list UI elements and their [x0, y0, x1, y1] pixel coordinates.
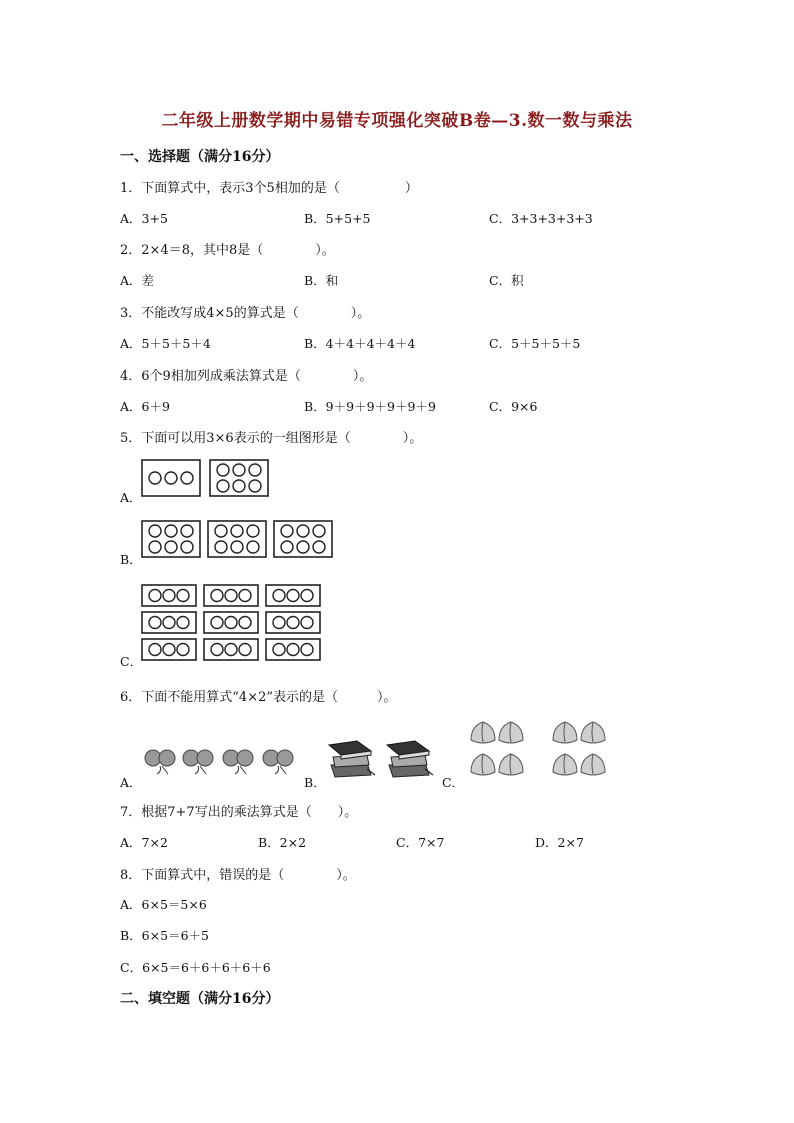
q8-option-b[interactable]: B．6×5＝6＋5	[120, 928, 209, 943]
q2-option-b[interactable]: B．和	[304, 273, 339, 288]
question-4: 4．6个9相加列成乘法算式是（ ）。	[120, 369, 373, 384]
q6-option-a[interactable]: A．	[120, 775, 142, 790]
q5-option-a[interactable]: A．	[120, 490, 142, 505]
q5-figure-c[interactable]	[141, 584, 331, 664]
q5-figure-b[interactable]	[141, 520, 341, 560]
q6-figure-c-peaches[interactable]	[469, 720, 614, 784]
question-3: 3．不能改写成4×5的算式是（ ）。	[120, 306, 371, 321]
q4-option-c[interactable]: C．9×6	[489, 399, 538, 414]
page-title: 二年级上册数学期中易错专项强化突破B卷—3.数一数与乘法	[161, 111, 633, 131]
q5-figure-a[interactable]	[141, 459, 281, 499]
q2-option-c[interactable]: C．积	[489, 273, 524, 288]
question-6: 6．下面不能用算式“4×2”表示的是（ ）。	[120, 690, 397, 705]
q3-option-b[interactable]: B．4＋4＋4＋4＋4	[304, 336, 416, 351]
q8-option-a[interactable]: A．6×5＝5×6	[120, 897, 207, 912]
q1-option-a[interactable]: A．3+5	[120, 211, 168, 226]
q6-figure-b-books[interactable]	[327, 739, 437, 781]
q7-option-c[interactable]: C．7×7	[396, 835, 445, 850]
q4-option-a[interactable]: A．6＋9	[120, 399, 170, 414]
q8-option-c[interactable]: C．6×5＝6＋6＋6＋6＋6	[120, 960, 271, 975]
q7-option-a[interactable]: A．7×2	[120, 835, 168, 850]
q6-option-c[interactable]: C．	[442, 775, 465, 790]
question-7: 7．根据7+7写出的乘法算式是（ ）。	[120, 805, 358, 820]
q3-option-a[interactable]: A．5＋5＋5＋4	[120, 336, 211, 351]
q1-option-b[interactable]: B．5+5+5	[304, 211, 371, 226]
q4-option-b[interactable]: B．9＋9＋9＋9＋9＋9	[304, 399, 436, 414]
q7-option-d[interactable]: D．2×7	[535, 835, 584, 850]
question-2: 2．2×4＝8，其中8是（ ）。	[120, 243, 335, 258]
q1-option-c[interactable]: C．3+3+3+3+3	[489, 211, 593, 226]
section-heading-fill: 二、填空题（满分16分）	[120, 991, 280, 1007]
question-8: 8．下面算式中，错误的是（ ）。	[120, 868, 356, 883]
section-heading-choice: 一、选择题（满分16分）	[120, 149, 280, 165]
q7-option-b[interactable]: B．2×2	[258, 835, 307, 850]
q5-option-b[interactable]: B．	[120, 552, 142, 567]
q6-option-b[interactable]: B．	[304, 775, 326, 790]
question-1: 1．下面算式中，表示3个5相加的是（ ）	[120, 181, 418, 196]
q2-option-a[interactable]: A．差	[120, 273, 155, 288]
q5-option-c[interactable]: C．	[120, 654, 143, 669]
q3-option-c[interactable]: C．5＋5＋5＋5	[489, 336, 581, 351]
question-5: 5．下面可以用3×6表示的一组图形是（ ）。	[120, 431, 423, 446]
q6-figure-a-cherries[interactable]	[144, 745, 324, 777]
